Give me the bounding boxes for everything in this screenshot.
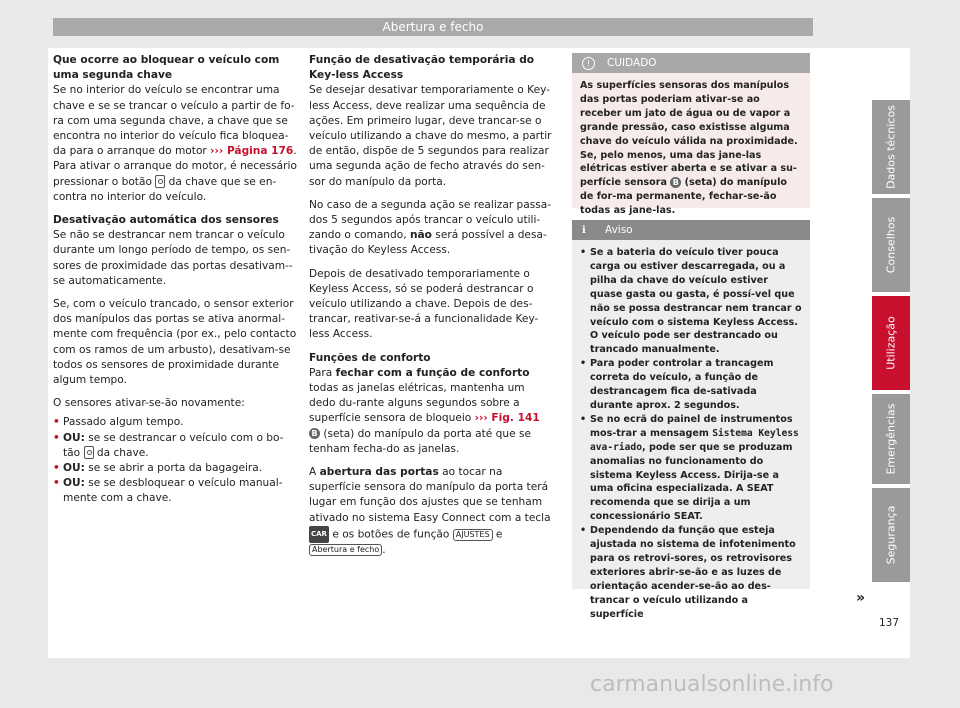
heading-sensor-deactivation: Desativação automática dos sensores	[53, 214, 279, 227]
label-b-badge: B	[670, 177, 681, 188]
paragraph: Para fechar com a função de conforto todas as janelas elétricas, mantenha um dedo du-rante alguns segundos sobre a superfície sensora de bloqueio ››› Fig. 141 B (seta) do manípulo da porta até que se tenham fecha-do as janelas.	[309, 366, 540, 455]
list-item: • OU: se se abrir a porta da bagageira.	[53, 462, 263, 475]
caution-icon: !	[582, 57, 595, 70]
ajustes-key: AJUSTES	[453, 529, 493, 541]
caution-box	[572, 53, 810, 217]
paragraph: No caso de a segunda ação se realizar passa-dos 5 segundos após trancar o veículo utili-zando o comando, não será possível a desa-tivação do Keyless Access.	[309, 198, 552, 257]
page-reference-link[interactable]: ››› Página 176	[210, 145, 294, 158]
abertura-fecho-key: Abertura e fecho	[309, 544, 382, 556]
heading-temp-deactivation: Função de desativação temporária do Key-less Access	[309, 54, 535, 82]
column-left	[53, 53, 297, 507]
caution-header: ! CUIDADO	[572, 53, 810, 73]
list-item: • OU: se se desbloquear o veículo manual-mente com a chave.	[53, 477, 283, 505]
paragraph: Depois de desativado temporariamente o Keyless Access, só se poderá destrancar o veículo utilizando a chave. Depois de des-trancar, reativar-se-á a funcionalidade Key-less Access.	[309, 267, 539, 341]
tab-seguranca[interactable]: Segurança	[872, 488, 910, 582]
paragraph: Se não se destrancar nem trancar o veículo durante um longo período de tempo, os sen-sores de proximidade das portas desativam--se automaticamente.	[53, 229, 293, 287]
tab-utilizacao[interactable]: Utilização	[872, 296, 910, 390]
continued-marker: »	[856, 590, 866, 606]
section-header: Abertura e fecho	[53, 18, 813, 36]
label-b-badge: B	[309, 428, 320, 439]
car-key-icon: CAR	[309, 526, 329, 543]
caution-text: As superfícies sensoras dos manípulos das portas poderiam ativar-se ao receber um jato de água ou de vapor a grande pressão, caso existisse alguma chave do veículo válida na proximidade. Se, pelo menos, uma das jane-las elétricas estiver aberta e se ativar a su-perfície sensora B (seta) do manípulo de for-ma permanente, fechar-se-ão todas as jane-las.	[580, 80, 798, 217]
key-button-icon	[84, 446, 94, 459]
list-item: • Se a bateria do veículo tiver pouca carga ou estiver descarregada, ou a pilha da chave do veículo estiver quase gasta ou gasta, é possí-vel que não se possa destrancar nem trancar o veículo com o sistema Keyless Access. O veículo pode ser destrancado ou trancado manualmente.	[580, 247, 802, 356]
paragraph: O sensores ativar-se-ão novamente:	[53, 397, 245, 410]
heading-second-key: Que ocorre ao bloquear o veículo com uma segunda chave	[53, 54, 280, 82]
list-item: • Dependendo da função que esteja ajustada no sistema de infotenimento para os retrovi-sores, os retrovisores exteriores abrir-se-ão e as luzes de orientação acender-se-ão ao des-trancar o veículo utilizando a superfície	[580, 525, 796, 620]
note-text	[572, 240, 810, 627]
list-item: • Se no ecrã do painel de instrumentos mos-trar a mensagem Sistema Keyless ava-riado, pode ser que se produzam anomalias no funcionamento do sistema Keyless Access. Dirija-se a uma oficina especializada. A SEAT recomenda que se dirija a um concessionário SEAT.	[580, 413, 799, 523]
figure-reference-link[interactable]: ››› Fig. 141	[474, 412, 540, 425]
column-middle	[309, 53, 554, 566]
note-box	[572, 220, 810, 620]
tab-emergencias[interactable]: Emergências	[872, 394, 910, 484]
paragraph: Se desejar desativar temporariamente o Key-less Access, deve realizar uma sequência de ações. Em primeiro lugar, deve trancar-se o veículo utilizando a chave do mesmo, a partir de então, dispõe de 5 segundos para realizar uma segunda ação de fecho através do sen-sor do manípulo da porta.	[309, 84, 552, 188]
heading-comfort-functions: Funções de conforto	[309, 351, 431, 364]
key-button-icon	[155, 175, 165, 188]
watermark: carmanualsonline.info	[590, 672, 834, 697]
info-icon: ℹ	[582, 224, 586, 236]
list-item: • Passado algum tempo.	[53, 416, 184, 429]
list-item: • OU: se se destrancar o veículo com o bo-tão da chave.	[53, 431, 284, 459]
tab-dados-tecnicos[interactable]: Dados técnicos	[872, 100, 910, 194]
paragraph: Se no interior do veículo se encontrar uma chave e se se trancar o veículo a partir de fo-ra com uma segunda chave, a chave que se encontra no interior do veículo fica bloquea-da para o arranque do motor ››› Página 176. Para ativar o arranque do motor, é necessário pressionar o botão da chave que se en-contra no interior do veículo.	[53, 84, 297, 203]
page-number: 137	[879, 617, 900, 629]
note-header: ℹ Aviso	[572, 220, 810, 240]
list-item: • Para poder controlar a trancagem correta do veículo, a função de destrancagem fica de-sativada durante aprox. 2 segundos.	[580, 358, 774, 411]
paragraph: Se, com o veículo trancado, o sensor exterior dos manípulos das portas se ativa anormal-mente com frequência (por ex., pelo contacto com os ramos de um arbusto), desativam-se todos os sensores de proximidade durante algum tempo.	[53, 298, 297, 387]
tab-conselhos[interactable]: Conselhos	[872, 198, 910, 292]
paragraph: A abertura das portas ao tocar na superfície sensora do manípulo da porta terá lugar em função dos ajustes que se tenham ativado no sistema Easy Connect com a tecla CAR e os botões de função AJUSTES e Abertura e fecho .	[309, 466, 551, 557]
